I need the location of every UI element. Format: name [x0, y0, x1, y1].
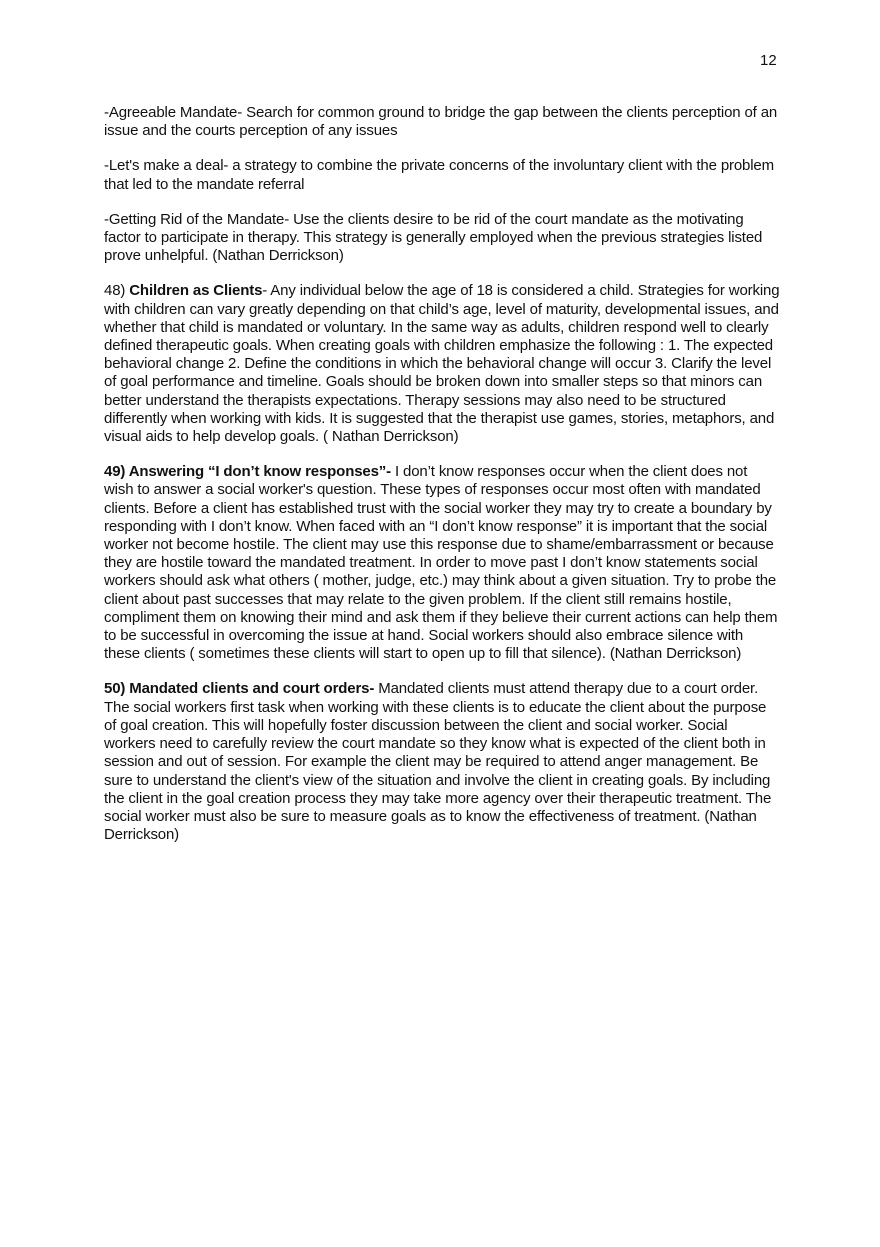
paragraph-lets-make-a-deal	[104, 157, 780, 193]
paragraph-getting-rid-of-mandate	[104, 211, 780, 266]
item-heading: 50) Mandated clients and court orders-	[104, 680, 375, 698]
paragraph-text: Mandated clients must attend therapy due to a court order. The social workers first task when working with these clients is to educate the client about the purpose of goal creation. This will hopefully foster discussion between the client and social worker. Social workers need to carefully review the court mandate so they know what is expected of the client both in session and out of session. For example the client may be required to attend anger management. Be sure to understand the client's view of the situation and involve the client in creating goals. By including the client in the goal creation process they may take more agency over their therapeutic treatment. The social worker must also be sure to measure goals as to know the effectiveness of treatment. (Nathan Derrickson)	[104, 680, 772, 844]
item-heading: Children as Clients	[129, 282, 263, 300]
item-number: 48)	[104, 282, 130, 300]
item-heading: 49) Answering “I don’t know responses”-	[104, 463, 391, 481]
paragraph-text: -Let's make a deal- a strategy to combine the private concerns of the involuntary client with the problem that led to the mandate referral	[104, 157, 774, 193]
paragraph-item-50	[104, 680, 780, 844]
paragraph-text: -Getting Rid of the Mandate- Use the clients desire to be rid of the court mandate as the motivating factor to participate in therapy. This strategy is generally employed when the previous strategies listed prove unhelpful. (Nathan Derrickson)	[104, 210, 763, 265]
paragraph-item-49	[104, 463, 780, 663]
paragraph-item-48	[104, 282, 780, 446]
paragraph-text: -Agreeable Mandate- Search for common ground to bridge the gap between the clients perception of an issue and the courts perception of any issues	[104, 104, 778, 140]
paragraph-text: - Any individual below the age of 18 is considered a child. Strategies for working with children can vary greatly depending on that child’s age, level of maturity, developmental issues, and whether that child is mandated or voluntary. In the same way as adults, children respond well to clearly defined therapeutic goals. When creating goals with children emphasize the following : 1. The expected behavioral change 2. Define the conditions in which the behavioral change will occur 3. Clarify the level of goal performance and timeline. Goals should be broken down into smaller steps so that minors can better understand the therapists expectations. Therapy sessions may also need to be structured differently when working with kids. It is suggested that the therapist use games, stories, metaphors, and visual aids to help develop goals. ( Nathan Derrickson)	[104, 282, 780, 446]
page-number: 12	[760, 52, 777, 69]
document-body	[104, 104, 780, 861]
paragraph-agreeable-mandate	[104, 104, 780, 140]
paragraph-text: I don’t know responses occur when the client does not wish to answer a social worker's question. These types of responses occur most often with mandated clients. Before a client has established trust with the social worker they may try to create a boundary by responding with I don’t know. When faced with an “I don’t know response” it is important that the social worker not become hostile. The client may use this response due to shame/embarrassment or because they are hostile toward the mandated treatment. In order to move past I don’t know statements social workers should ask what others ( mother, judge, etc.) may think about a given situation. Try to probe the client about past successes that may relate to the given problem. If the client still remains hostile, compliment them on knowing their mind and ask them if they believe their current actions can help them to be successful in overcoming the issue at hand. Social workers should also embrace silence with these clients ( sometimes these clients will start to open up to fill that silence). (Nathan Derrickson)	[104, 463, 778, 663]
